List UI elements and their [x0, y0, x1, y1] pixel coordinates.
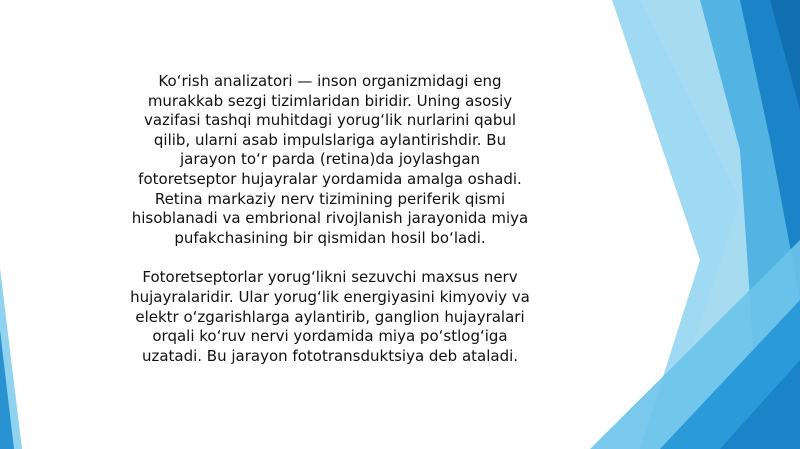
- paragraph-2: Fotoretseptorlar yorug‘likni sezuvchi maxsus nerv hujayralaridir. Ular yorug‘lik energiyasini kimyoviy va elektr o‘zgarishlarga aylantirib, ganglion hujayralari orqali ko‘ruv nervi yordamida miya po‘stlog‘iga uzatadi. Bu jarayon fototransduktsiya deb ataladi.: [130, 268, 530, 365]
- paragraph-1: Ko‘rish analizatori — inson organizmidagi eng murakkab sezgi tizimlaridan biridir. Uning asosiy vazifasi tashqi muhitdagi yorug‘lik nurlarini qabul qilib, ularni asab impulslariga aylantirishdir. Bu jarayon to‘r parda (retina)da joylashgan fotoretseptor hujayralar yordamida amalga oshadi. Retina markaziy nerv tizimining periferik qismi hisoblanadi va embrional rivojlanish jarayonida miya pufakchasining bir qismidan hosil bo‘ladi.: [131, 72, 529, 247]
- slide-text: [130, 72, 530, 366]
